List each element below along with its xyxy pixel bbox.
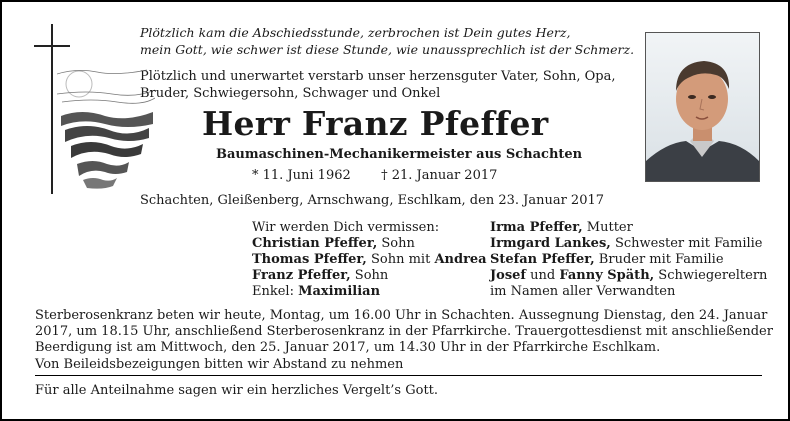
thanks-line: Für alle Anteilnahme sagen wir ein herzliches Vergelt’s Gott. — [35, 383, 439, 398]
mourner-right-5: im Namen aller Verwandten — [490, 284, 676, 299]
service-line-2: 2017, um 18.15 Uhr, anschließend Sterberosenkranz in der Pfarrkirche. Trauergottesdienst mit anschließender — [35, 324, 773, 339]
mourner-left-2: Christian Pfeffer, Sohn — [252, 236, 415, 251]
divider — [35, 375, 762, 376]
service-line-3: Beerdigung ist am Mittwoch, den 25. Januar 2017, um 14.30 Uhr in der Pfarrkirche Eschlkam. — [35, 340, 661, 355]
intro-line-1: Plötzlich und unerwartet verstarb unser herzensguter Vater, Sohn, Opa, — [140, 69, 616, 84]
mourner-left-4: Franz Pfeffer, Sohn — [252, 268, 389, 283]
portrait-photo — [645, 32, 760, 182]
deceased-occupation: Baumaschinen-Mechanikermeister aus Schachten — [216, 147, 583, 162]
mourner-left-3: Thomas Pfeffer, Sohn mit Andrea — [252, 252, 487, 267]
poem-line-2: mein Gott, wie schwer ist diese Stunde, wie unaussprechlich ist der Schmerz. — [140, 42, 635, 57]
service-line-1: Sterberosenkranz beten wir heute, Montag, um 16.00 Uhr in Schachten. Aussegnung Dienstag, den 24. Januar — [35, 308, 768, 323]
mourner-right-1: Irma Pfeffer, Mutter — [490, 220, 633, 235]
birth-date: * 11. Juni 1962 — [252, 168, 351, 183]
mourner-right-2: Irmgard Lankes, Schwester mit Familie — [490, 236, 763, 251]
place-and-date: Schachten, Gleißenberg, Arnschwang, Eschlkam, den 23. Januar 2017 — [140, 193, 605, 208]
life-dates — [252, 168, 497, 184]
mourner-left-1: Wir werden Dich vermissen: — [252, 220, 440, 235]
mourner-right-3: Stefan Pfeffer, Bruder mit Familie — [490, 252, 724, 267]
service-line-4: Von Beileidsbezeigungen bitten wir Abstand zu nehmen — [35, 357, 404, 372]
mourner-right-4: Josef und Fanny Späth, Schwiegereltern — [490, 268, 768, 283]
mourner-left-5: Enkel: Maximilian — [252, 284, 381, 299]
poem-line-1: Plötzlich kam die Abschiedsstunde, zerbrochen ist Dein gutes Herz, — [140, 25, 571, 40]
death-date: † 21. Januar 2017 — [381, 168, 498, 183]
deceased-name: Herr Franz Pfeffer — [202, 104, 549, 143]
intro-line-2: Bruder, Schwiegersohn, Schwager und Onkel — [140, 86, 441, 101]
